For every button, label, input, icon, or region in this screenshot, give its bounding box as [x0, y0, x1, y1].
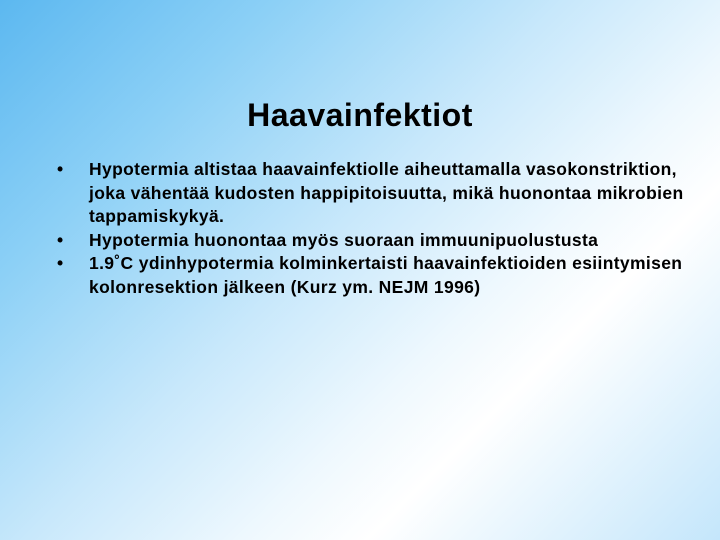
bullet-item-1	[55, 158, 695, 229]
bullet-marker: •	[57, 229, 64, 250]
bullet-list	[55, 158, 695, 299]
bullet-marker: •	[57, 159, 64, 179]
bullet-text-2: Hypotermia huonontaa myös suoraan immuunipuolustusta	[89, 229, 599, 250]
bullet-text-3: 1.9˚C ydinhypotermia kolminkertaisti haavainfektioiden esiintymisen kolonresektion jälkeen (Kurz ym. NEJM 1996)	[89, 253, 683, 297]
bullet-item-2	[55, 229, 695, 253]
slide-title: Haavainfektiot	[247, 97, 473, 134]
bullet-item-3	[55, 252, 695, 299]
bullet-text-1: Hypotermia altistaa haavainfektiolle aiheuttamalla vasokonstriktion, joka vähentää kudosten happipitoisuutta, mikä huonontaa mikrobien tappamiskykyä.	[89, 159, 684, 226]
bullet-marker: •	[57, 253, 64, 273]
